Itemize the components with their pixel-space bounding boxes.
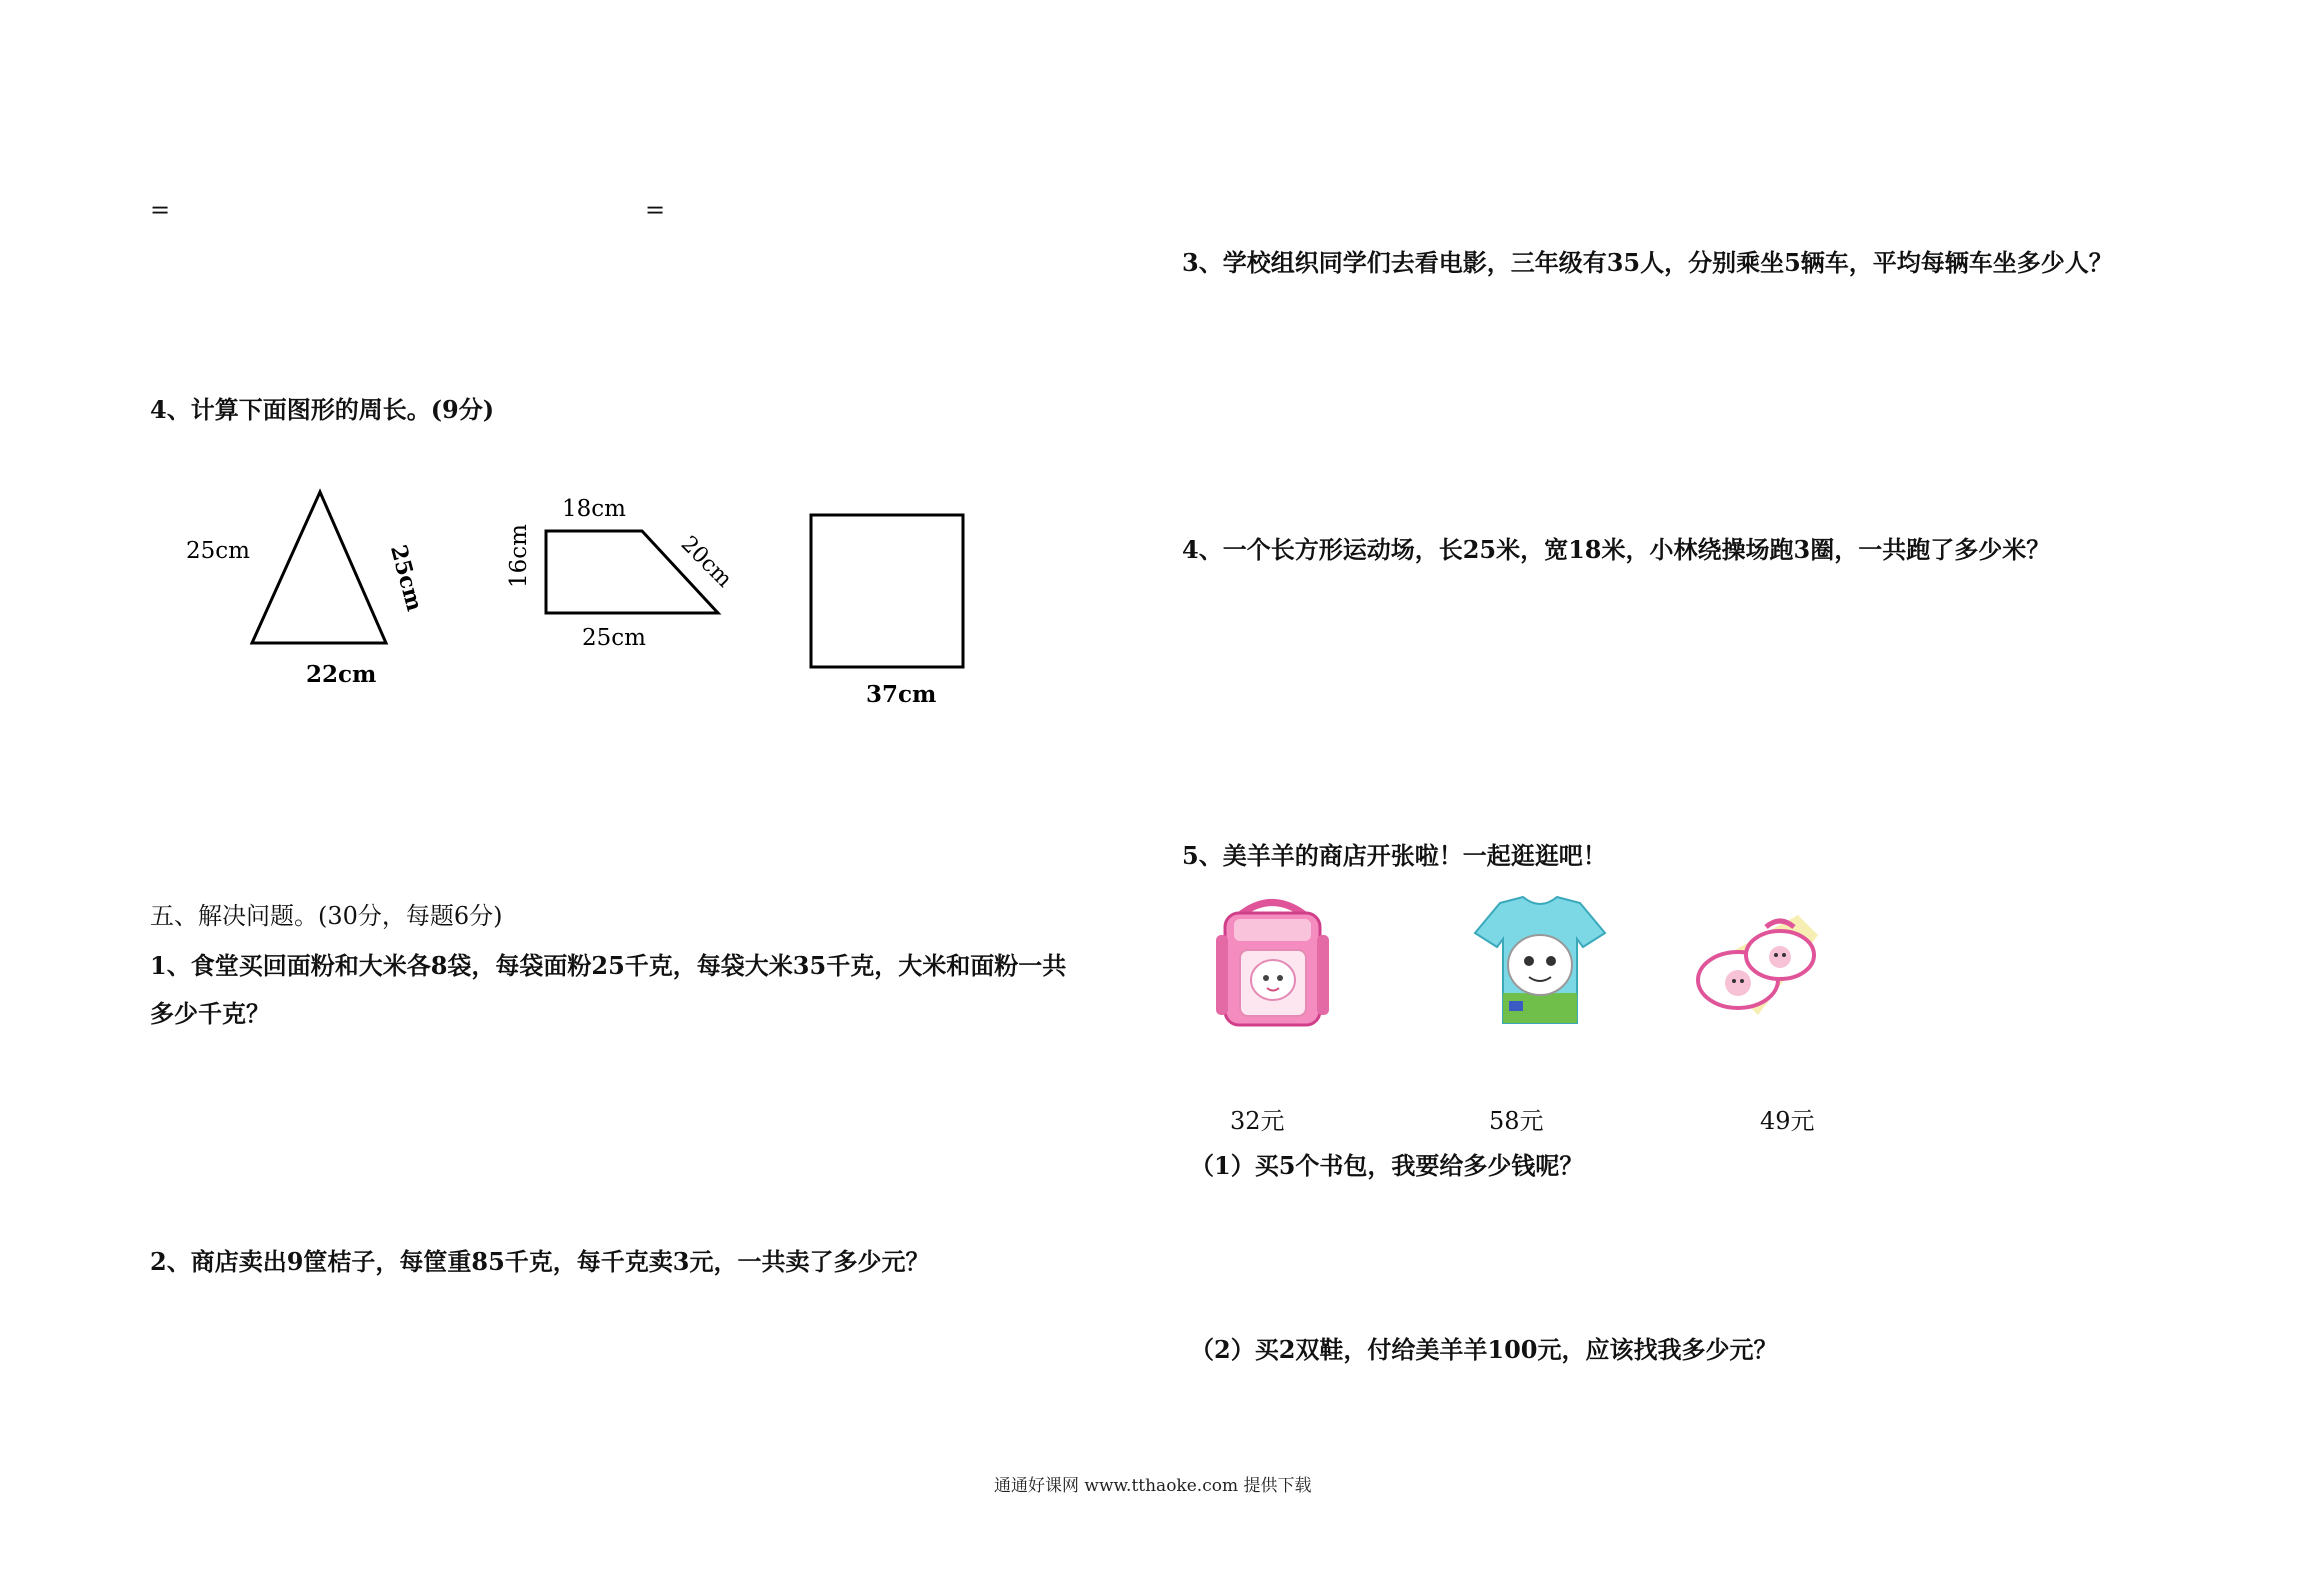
- problem-2: 2、商店卖出9筐桔子，每筐重85千克，每千克卖3元，一共卖了多少元？: [150, 1247, 930, 1276]
- shoes-icon: [1688, 905, 1823, 1035]
- footer-credit: 通通好课网 www.tthaoke.com 提供下载: [994, 1476, 1312, 1496]
- problem-1-line1: 1、食堂买回面粉和大米各8袋，每袋面粉25千克，每袋大米35千克，大米和面粉一共: [150, 951, 1067, 980]
- section5-title: 五、解决问题。(30分，每题6分): [150, 902, 503, 930]
- trapezoid-left-label: 16cm: [506, 524, 532, 588]
- triangle-right-label: 25cm: [384, 542, 428, 614]
- price-schoolbag: 32元: [1230, 1107, 1285, 1135]
- problem-5-sub2: （2）买2双鞋，付给美羊羊100元，应该找我多少元？: [1190, 1335, 1778, 1364]
- problem-3: 3、学校组织同学们去看电影，三年级有35人，分别乘坐5辆车，平均每辆车坐多少人？: [1182, 248, 2113, 277]
- problem-1-line2: 多少千克？: [150, 999, 270, 1028]
- square-bottom-label: 37cm: [866, 681, 937, 708]
- equals-mark-left: =: [150, 196, 171, 224]
- section4-title: 4、计算下面图形的周长。(9分): [150, 395, 495, 424]
- triangle-bottom-label: 22cm: [306, 661, 377, 688]
- price-tshirt: 58元: [1489, 1107, 1544, 1135]
- price-shoes: 49元: [1760, 1107, 1815, 1135]
- trapezoid-top-label: 18cm: [562, 496, 626, 522]
- tshirt-icon: [1465, 893, 1615, 1033]
- triangle-left-label: 25cm: [186, 538, 250, 564]
- problem-4: 4、一个长方形运动场，长25米，宽18米，小林绕操场跑3圈，一共跑了多少米？: [1182, 535, 2051, 564]
- problem-5-title: 5、美羊羊的商店开张啦！一起逛逛吧！: [1182, 841, 1607, 870]
- square-shape: [811, 515, 963, 667]
- schoolbag-icon: [1210, 895, 1335, 1035]
- trapezoid-slant-label: 20cm: [675, 531, 737, 593]
- equals-mark-right: =: [645, 196, 666, 224]
- trapezoid-bottom-label: 25cm: [582, 625, 646, 651]
- triangle-shape: [252, 492, 386, 643]
- problem-5-sub1: （1）买5个书包，我要给多少钱呢？: [1190, 1151, 1584, 1180]
